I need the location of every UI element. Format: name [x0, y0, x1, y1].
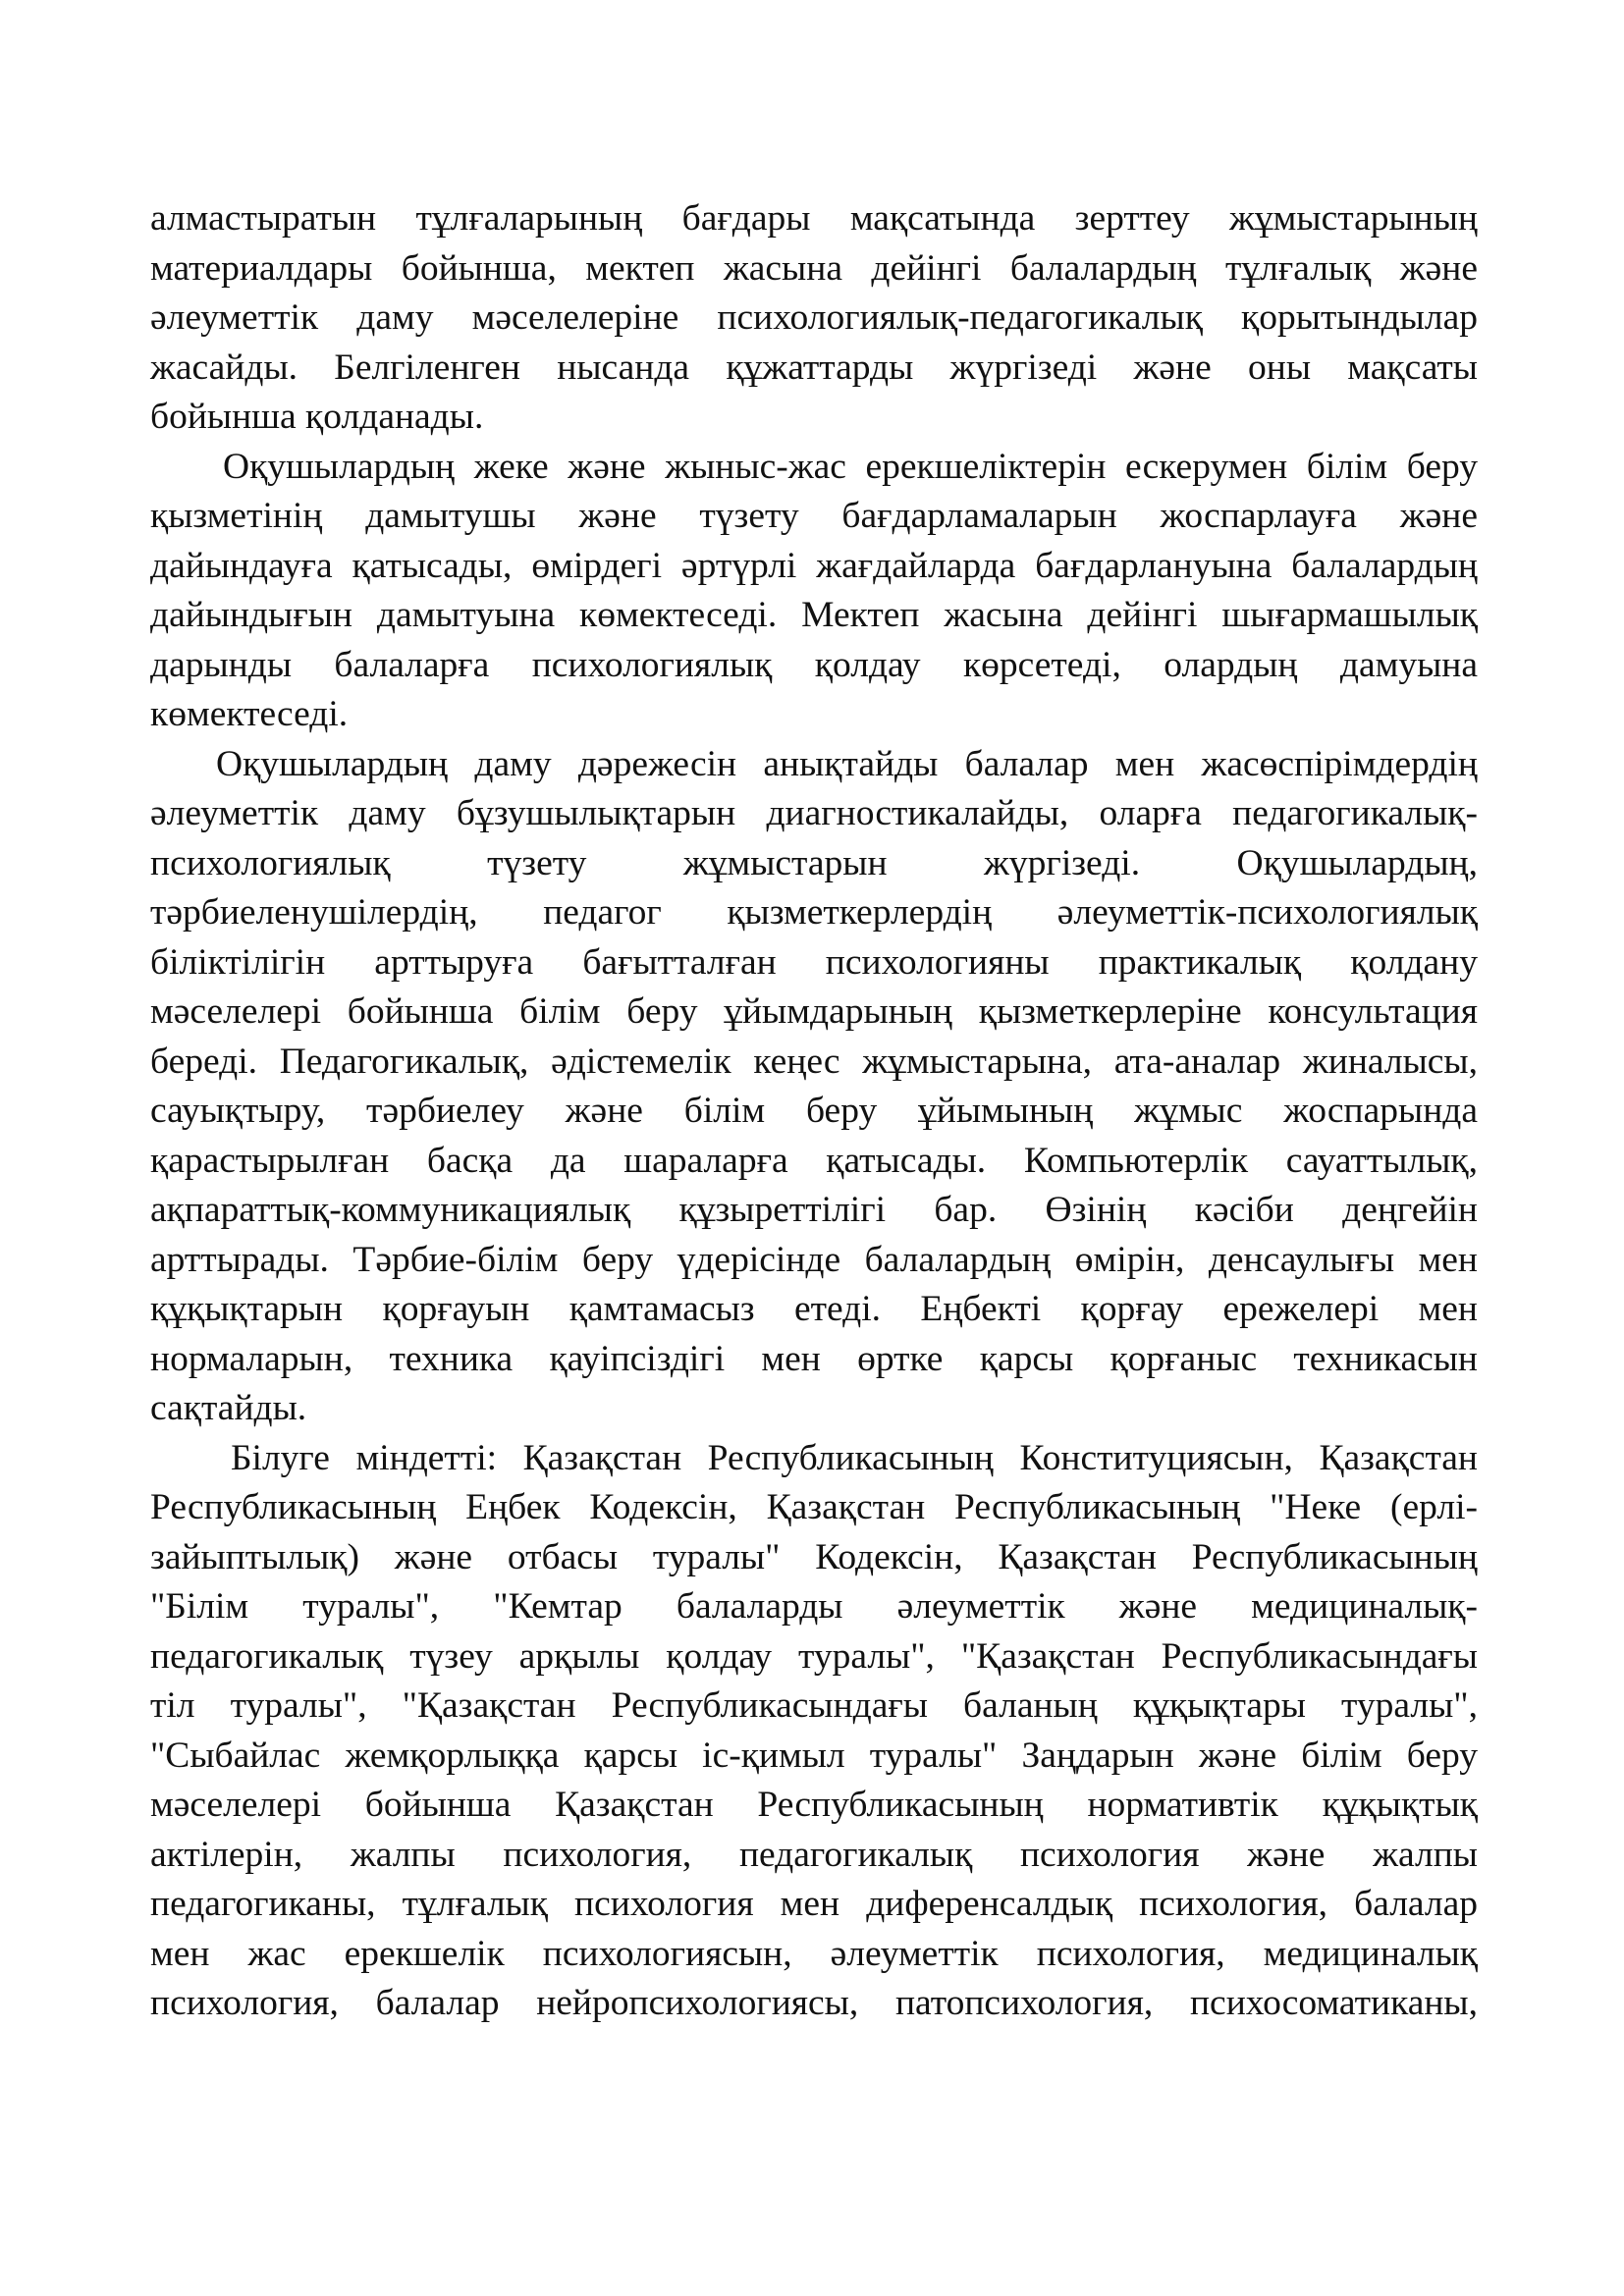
text-line: психологиялық түзету жұмыстарын жүргізеді. Оқушылардың, [150, 842, 1478, 883]
text-line: жасайды. Белгіленген нысанда құжаттарды жүргізеді және оны мақсаты [150, 347, 1478, 388]
paragraph-2 [150, 443, 1478, 740]
text-line: педагогикалық түзеу арқылы қолдау туралы", "Қазақстан Республикасындағы [150, 1635, 1478, 1677]
text-line: сақтайды. [150, 1388, 307, 1428]
document-body [150, 194, 1478, 2029]
paragraph-1 [150, 194, 1478, 443]
text-line: психология, балалар нейропсихологиясы, патопсихология, психосоматиканы, [150, 1983, 1478, 2023]
text-line: актілерін, жалпы психология, педагогикалық психология және жалпы [150, 1834, 1478, 1875]
text-line: дайындауға қатысады, өмірдегі әртүрлі жағдайларда бағдарлануына балалардың [150, 545, 1478, 586]
text-line: мәселелері бойынша білім беру ұйымдарының қызметкерлеріне консультация [150, 991, 1478, 1032]
text-line: көмектеседі. [150, 694, 349, 734]
text-line: зайыптылық) және отбасы туралы" Кодексін, Қазақстан Республикасының [150, 1536, 1478, 1577]
paragraph-3 [150, 740, 1478, 1434]
text-line: сауықтыру, тәрбиелеу және білім беру ұйымының жұмыс жоспарында [150, 1091, 1478, 1131]
text-line: "Білім туралы", "Кемтар балаларды әлеуметтік және медициналық- [150, 1586, 1478, 1627]
text-line: педагогиканы, тұлғалық психология мен диференсалдық психология, балалар [150, 1884, 1478, 1924]
text-line: дайындығын дамытуына көмектеседі. Мектеп жасына дейінгі шығармашылық [150, 595, 1478, 635]
text-line: береді. Педагогикалық, әдістемелік кеңес жұмыстарына, ата-аналар жиналысы, [150, 1041, 1478, 1082]
text-line: мәселелері бойынша Қазақстан Республикасының нормативтік құқықтық [150, 1785, 1478, 1825]
text-line: тәрбиеленушілердің, педагог қызметкерлердің әлеуметтік-психологиялық [150, 892, 1478, 933]
text-line: "Сыбайлас жемқорлыққа қарсы іс-қимыл туралы" Заңдарын және білім беру [150, 1735, 1478, 1776]
text-line: әлеуметтік даму бұзушылықтарын диагностикалайды, оларға педагогикалық- [150, 793, 1478, 833]
text-line: нормаларын, техника қауіпсіздігі мен өртке қарсы қорғаныс техникасын [150, 1338, 1478, 1379]
text-line: біліктілігін арттыруға бағытталған психологияны практикалық қолдану [150, 941, 1478, 983]
text-line: материалдары бойынша, мектеп жасына дейінгі балалардың тұлғалық және [150, 247, 1478, 289]
text-line: тіл туралы", "Қазақстан Республикасындағы баланың құқықтары туралы", [150, 1685, 1478, 1726]
text-line: арттырады. Тәрбие-білім беру үдерісінде балалардың өмірін, денсаулығы мен [150, 1239, 1478, 1280]
text-line: дарынды балаларға психологиялық қолдау көрсетеді, олардың дамуына [150, 644, 1478, 685]
text-line: Оқушылардың жеке және жыныс-жас ерекшеліктерін ескерумен білім беру [223, 446, 1478, 487]
text-line: алмастыратын тұлғаларының бағдары мақсатында зерттеу жұмыстарының [150, 198, 1478, 239]
paragraph-4 [150, 1434, 1478, 2029]
text-line: Республикасының Еңбек Кодексін, Қазақстан Республикасының "Неке (ерлі- [150, 1487, 1478, 1527]
text-line: бойынша қолданады. [150, 397, 484, 437]
text-line: қарастырылған басқа да шараларға қатысады. Компьютерлік сауаттылық, [150, 1140, 1478, 1181]
text-line: әлеуметтік даму мәселелеріне психологиялық-педагогикалық қорытындылар [150, 297, 1478, 338]
text-line: Білуге міндетті: Қазақстан Республикасының Конституциясын, Қазақстан [231, 1437, 1478, 1478]
text-line: қызметінің дамытушы және түзету бағдарламаларын жоспарлауға және [150, 496, 1478, 536]
text-line: Оқушылардың даму дәрежесін анықтайды балалар мен жасөспірімдердің [216, 743, 1478, 784]
text-line: мен жас ерекшелік психологиясын, әлеуметтік психология, медициналық [150, 1933, 1478, 1974]
text-line: құқықтарын қорғауын қамтамасыз етеді. Еңбекті қорғау ережелері мен [150, 1289, 1478, 1329]
text-line: ақпараттық-коммуникациялық құзыреттілігі бар. Өзінің кәсіби деңгейін [150, 1190, 1478, 1230]
